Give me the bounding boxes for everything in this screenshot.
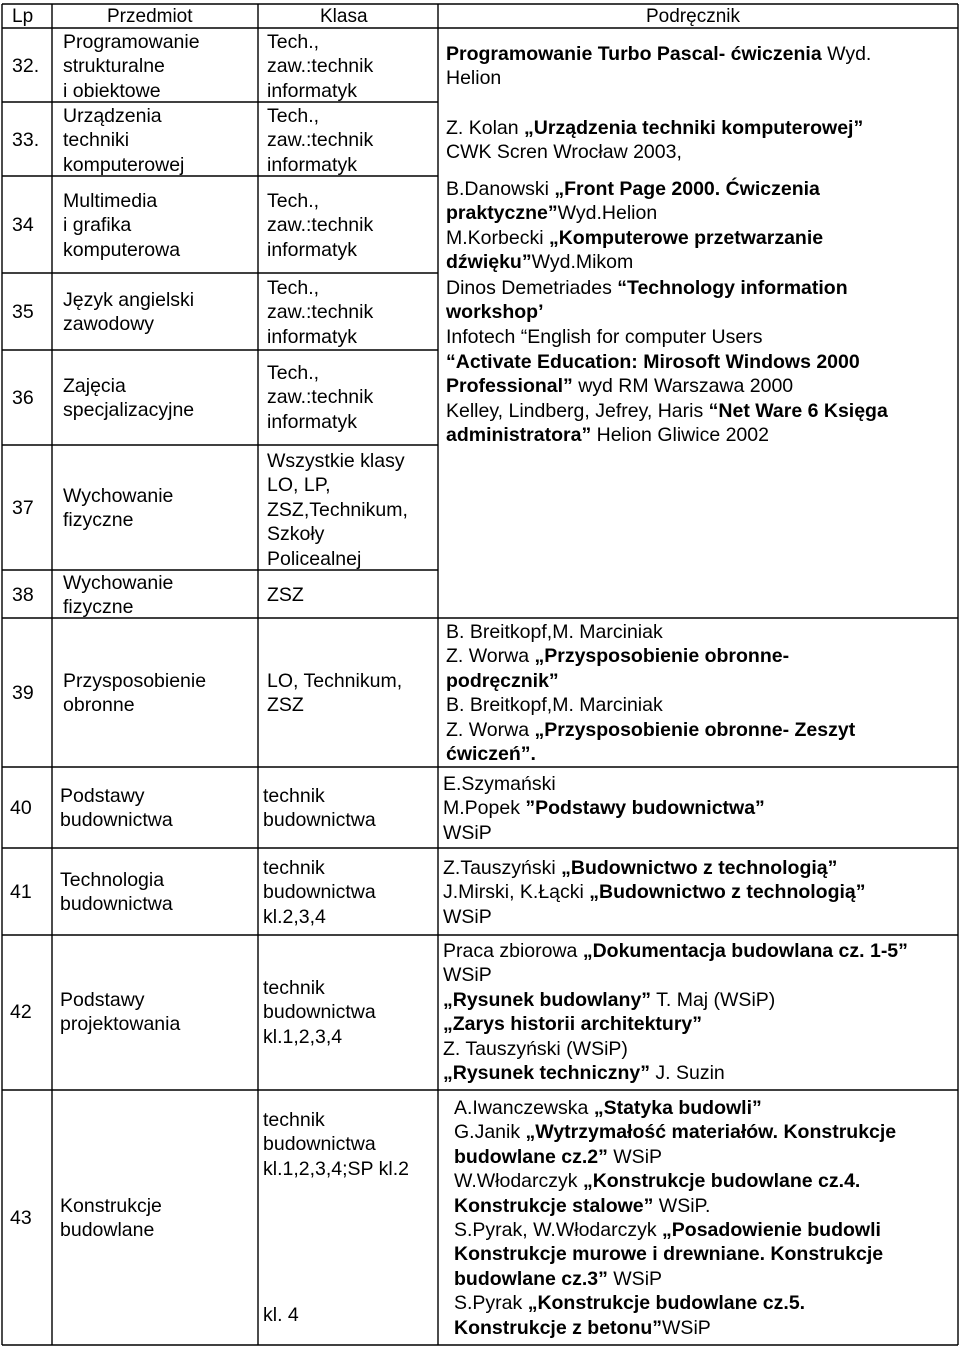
row-41-class: technik budownictwa kl.2,3,4	[263, 857, 376, 928]
row-40-textbook: E.Szymański M.Popek ”Podstawy budownictwa” WSiP	[443, 773, 765, 844]
row-43-class-extra: kl. 4	[263, 1304, 299, 1326]
row-36-class: Tech., zaw.:technik informatyk	[267, 362, 374, 433]
row-32-textbook: Programowanie Turbo Pascal- ćwiczenia Wyd. Helion	[446, 43, 872, 90]
row-37-subject: Wychowanie fizyczne	[63, 485, 174, 532]
row-36-textbook: “Activate Education: Mirosoft Windows 2000 Professional” wyd RM Warszawa 2000 Kelley, Lindberg, Jefrey, Haris “Net Ware 6 Księga administratora” Helion Gliwice 2002	[446, 351, 888, 447]
row-35-textbook: Dinos Demetriades “Technology information workshop’ Infotech “English for computer Users	[446, 277, 848, 348]
row-33-textbook: Z. Kolan „Urządzenia techniki komputerowej” CWK Scren Wrocław 2003,	[446, 117, 864, 164]
row-40-subject: Podstawy budownictwa	[60, 785, 173, 832]
row-43-textbook: A.Iwanczewska „Statyka budowli” G.Janik „Wytrzymałość materiałów. Konstrukcje budowlane cz.2” WSiP W.Włodarczyk „Konstrukcje budowlane cz.4. Konstrukcje stalowe” WSiP. S.Pyrak, W.Włodarczyk „Posadowienie budowli Konstrukcje murowe i drewniane. Konstrukcje budowlane cz.3” WSiP S.Pyrak „Konstrukcje budowlane cz.5. Konstrukcje z betonu”WSiP	[454, 1097, 897, 1339]
row-32-class: Tech., zaw.:technik informatyk	[267, 31, 374, 102]
row-41-subject: Technologia budownictwa	[60, 869, 173, 916]
row-43-lp: 43	[10, 1207, 32, 1229]
row-36-subject: Zajęcia specjalizacyjne	[63, 375, 195, 422]
row-39-class: LO, Technikum, ZSZ	[267, 670, 403, 717]
row-34-class: Tech., zaw.:technik informatyk	[267, 190, 374, 261]
row-38-subject: Wychowanie fizyczne	[63, 572, 174, 619]
row-39-textbook: B. Breitkopf,M. Marciniak Z. Worwa „Przysposobienie obronne- podręcznik” B. Breitkopf,M. Marciniak Z. Worwa „Przysposobienie obronne- Zeszyt ćwiczeń”.	[446, 621, 856, 766]
row-42-lp: 42	[10, 1001, 32, 1023]
row-41-lp: 41	[10, 881, 32, 903]
row-43-subject: Konstrukcje budowlane	[60, 1195, 162, 1242]
row-34-subject: Multimedia i grafika komputerowa	[63, 190, 181, 261]
row-33-subject: Urządzenia techniki komputerowej	[63, 105, 185, 176]
row-34-lp: 34	[12, 214, 34, 236]
row-35-class: Tech., zaw.:technik informatyk	[267, 277, 374, 348]
header-przedmiot: Przedmiot	[107, 6, 193, 27]
row-37-lp: 37	[12, 497, 34, 519]
row-33-lp: 33.	[12, 129, 40, 151]
row-37-class: Wszystkie klasy LO, LP, ZSZ,Technikum, Szkoły Policealnej	[267, 450, 408, 570]
row-40-class: technik budownictwa	[263, 785, 376, 832]
row-35-lp: 35	[12, 301, 34, 323]
header-klasa: Klasa	[320, 6, 368, 27]
row-32-subject: Programowanie strukturalne i obiektowe	[63, 31, 200, 102]
row-34-textbook: B.Danowski „Front Page 2000. Ćwiczenia praktyczne”Wyd.Helion M.Korbecki „Komputerowe przetwarzanie dźwięku”Wyd.Mikom	[446, 178, 824, 274]
row-38-class: ZSZ	[267, 584, 304, 606]
row-40-lp: 40	[10, 797, 32, 819]
header-podrecznik: Podręcznik	[646, 6, 740, 27]
header-lp: Lp	[12, 6, 34, 27]
row-35-subject: Język angielski zawodowy	[63, 289, 195, 336]
row-42-textbook: Praca zbiorowa „Dokumentacja budowlana cz. 1-5” WSiP „Rysunek budowlany” T. Maj (WSiP) „Zarys historii architektury” Z. Tauszyński (WSiP) „Rysunek techniczny” J. Suzin	[443, 940, 908, 1085]
row-42-class: technik budownictwa kl.1,2,3,4	[263, 977, 376, 1048]
row-36-lp: 36	[12, 387, 34, 409]
row-42-subject: Podstawy projektowania	[60, 989, 181, 1036]
row-33-class: Tech., zaw.:technik informatyk	[267, 105, 374, 176]
row-41-textbook: Z.Tauszyński „Budownictwo z technologią” J.Mirski, K.Łącki „Budownictwo z technologią” WSiP	[443, 857, 866, 928]
row-39-subject: Przysposobienie obronne	[63, 670, 207, 717]
row-32-lp: 32.	[12, 55, 40, 77]
row-43-class: technik budownictwa kl.1,2,3,4;SP kl.2	[263, 1109, 409, 1180]
row-38-lp: 38	[12, 584, 34, 606]
row-39-lp: 39	[12, 682, 34, 704]
